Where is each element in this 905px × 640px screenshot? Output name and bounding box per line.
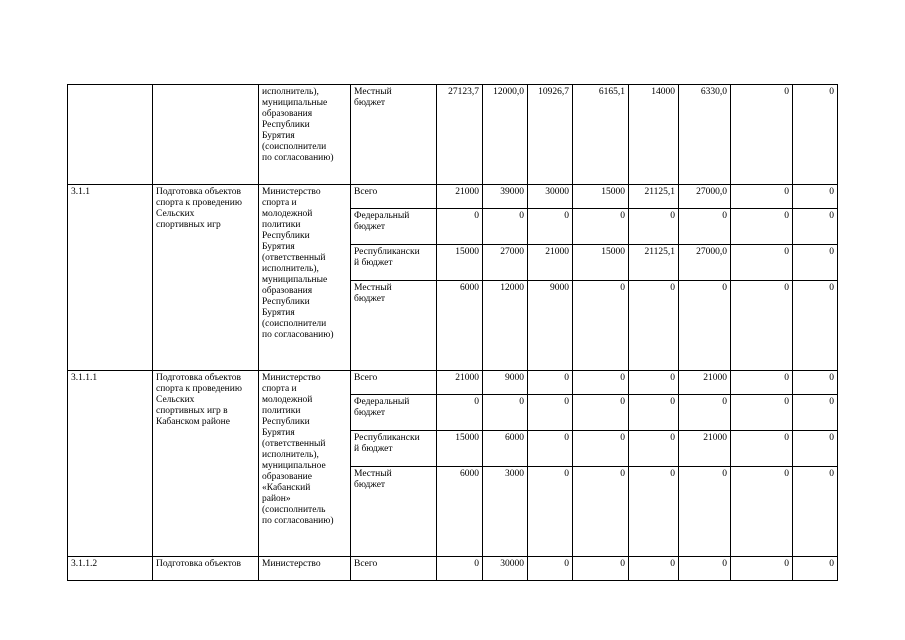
amount-cell: 27000: [483, 245, 528, 281]
amount-cell: 0: [731, 371, 793, 395]
amount-cell: 0: [793, 245, 838, 281]
row-code: 3.1.1.1: [68, 371, 153, 557]
amount-cell: 14000: [629, 85, 679, 185]
amount-cell: 21125,1: [629, 245, 679, 281]
row-code: 3.1.1: [68, 185, 153, 371]
amount-cell: 0: [793, 185, 838, 209]
row-code: 3.1.1.2: [68, 557, 153, 581]
amount-cell: 0: [731, 185, 793, 209]
amount-cell: 21000: [679, 431, 731, 467]
amount-cell: 15000: [437, 431, 483, 467]
funding-source: Местный бюджет: [351, 467, 437, 557]
amount-cell: 0: [793, 467, 838, 557]
amount-cell: 0: [437, 557, 483, 581]
funding-source: Федеральный бюджет: [351, 395, 437, 431]
amount-cell: 0: [629, 557, 679, 581]
amount-cell: 0: [528, 467, 573, 557]
amount-cell: 21000: [437, 371, 483, 395]
row-code: [68, 85, 153, 185]
amount-cell: 0: [629, 209, 679, 245]
amount-cell: 9000: [528, 281, 573, 371]
amount-cell: 0: [629, 395, 679, 431]
funding-source: Республикански й бюджет: [351, 431, 437, 467]
amount-cell: 0: [793, 209, 838, 245]
amount-cell: 0: [793, 557, 838, 581]
amount-cell: 9000: [483, 371, 528, 395]
amount-cell: 0: [573, 371, 629, 395]
amount-cell: 0: [573, 557, 629, 581]
amount-cell: 3000: [483, 467, 528, 557]
amount-cell: 39000: [483, 185, 528, 209]
funding-source: Федеральный бюджет: [351, 209, 437, 245]
amount-cell: 27123,7: [437, 85, 483, 185]
amount-cell: 0: [679, 557, 731, 581]
amount-cell: 6000: [437, 467, 483, 557]
row-executor: Министерство спорта и молодежной политики Республики Бурятия (ответственный исполнитель), муниципальные образования Республики Бурятия (соисполнители по согласованию): [259, 185, 351, 371]
amount-cell: 21000: [679, 371, 731, 395]
amount-cell: 0: [573, 431, 629, 467]
amount-cell: 0: [629, 467, 679, 557]
funding-source: Всего: [351, 185, 437, 209]
row-name: [153, 85, 259, 185]
amount-cell: 0: [528, 371, 573, 395]
amount-cell: 0: [437, 395, 483, 431]
amount-cell: 12000,0: [483, 85, 528, 185]
amount-cell: 21000: [437, 185, 483, 209]
row-name: Подготовка объектов: [153, 557, 259, 581]
amount-cell: 0: [731, 85, 793, 185]
amount-cell: 0: [731, 245, 793, 281]
row-executor: Министерство: [259, 557, 351, 581]
table-row: [68, 371, 838, 395]
amount-cell: 0: [573, 467, 629, 557]
amount-cell: 0: [793, 281, 838, 371]
amount-cell: 0: [731, 467, 793, 557]
row-executor: Министерство спорта и молодежной политики Республики Бурятия (ответственный исполнитель), муниципальное образование «Кабанский район» (соисполнитель по согласованию): [259, 371, 351, 557]
amount-cell: 0: [679, 209, 731, 245]
amount-cell: 15000: [573, 245, 629, 281]
amount-cell: 15000: [437, 245, 483, 281]
amount-cell: 0: [731, 557, 793, 581]
amount-cell: 21000: [528, 245, 573, 281]
amount-cell: 0: [483, 209, 528, 245]
amount-cell: 0: [573, 209, 629, 245]
amount-cell: 0: [731, 281, 793, 371]
amount-cell: 0: [793, 371, 838, 395]
amount-cell: 30000: [483, 557, 528, 581]
table-row: [68, 85, 838, 185]
amount-cell: 0: [679, 467, 731, 557]
amount-cell: 27000,0: [679, 185, 731, 209]
amount-cell: 0: [629, 371, 679, 395]
amount-cell: 0: [483, 395, 528, 431]
funding-source: Республикански й бюджет: [351, 245, 437, 281]
funding-source: Всего: [351, 371, 437, 395]
table-body: [68, 85, 838, 581]
amount-cell: 0: [793, 395, 838, 431]
amount-cell: 6000: [437, 281, 483, 371]
row-name: Подготовка объектов спорта к проведению Сельских спортивных игр в Кабанском районе: [153, 371, 259, 557]
amount-cell: 0: [731, 209, 793, 245]
amount-cell: 0: [793, 85, 838, 185]
amount-cell: 0: [731, 431, 793, 467]
row-executor: исполнитель), муниципальные образования Республики Бурятия (соисполнители по согласованию): [259, 85, 351, 185]
amount-cell: 0: [679, 395, 731, 431]
row-name: Подготовка объектов спорта к проведению Сельских спортивных игр: [153, 185, 259, 371]
budget-table: [67, 84, 838, 581]
amount-cell: 0: [528, 557, 573, 581]
table-row: [68, 557, 838, 581]
amount-cell: 0: [793, 431, 838, 467]
amount-cell: 6165,1: [573, 85, 629, 185]
amount-cell: 15000: [573, 185, 629, 209]
table-row: [68, 185, 838, 209]
amount-cell: 0: [528, 395, 573, 431]
amount-cell: 0: [437, 209, 483, 245]
amount-cell: 0: [573, 281, 629, 371]
funding-source: Местный бюджет: [351, 281, 437, 371]
funding-source: Местный бюджет: [351, 85, 437, 185]
amount-cell: 30000: [528, 185, 573, 209]
amount-cell: 12000: [483, 281, 528, 371]
amount-cell: 0: [629, 431, 679, 467]
amount-cell: 0: [528, 209, 573, 245]
amount-cell: 10926,7: [528, 85, 573, 185]
amount-cell: 0: [679, 281, 731, 371]
amount-cell: 0: [731, 395, 793, 431]
amount-cell: 0: [528, 431, 573, 467]
amount-cell: 0: [573, 395, 629, 431]
amount-cell: 21125,1: [629, 185, 679, 209]
funding-source: Всего: [351, 557, 437, 581]
amount-cell: 6330,0: [679, 85, 731, 185]
amount-cell: 0: [629, 281, 679, 371]
amount-cell: 6000: [483, 431, 528, 467]
amount-cell: 27000,0: [679, 245, 731, 281]
